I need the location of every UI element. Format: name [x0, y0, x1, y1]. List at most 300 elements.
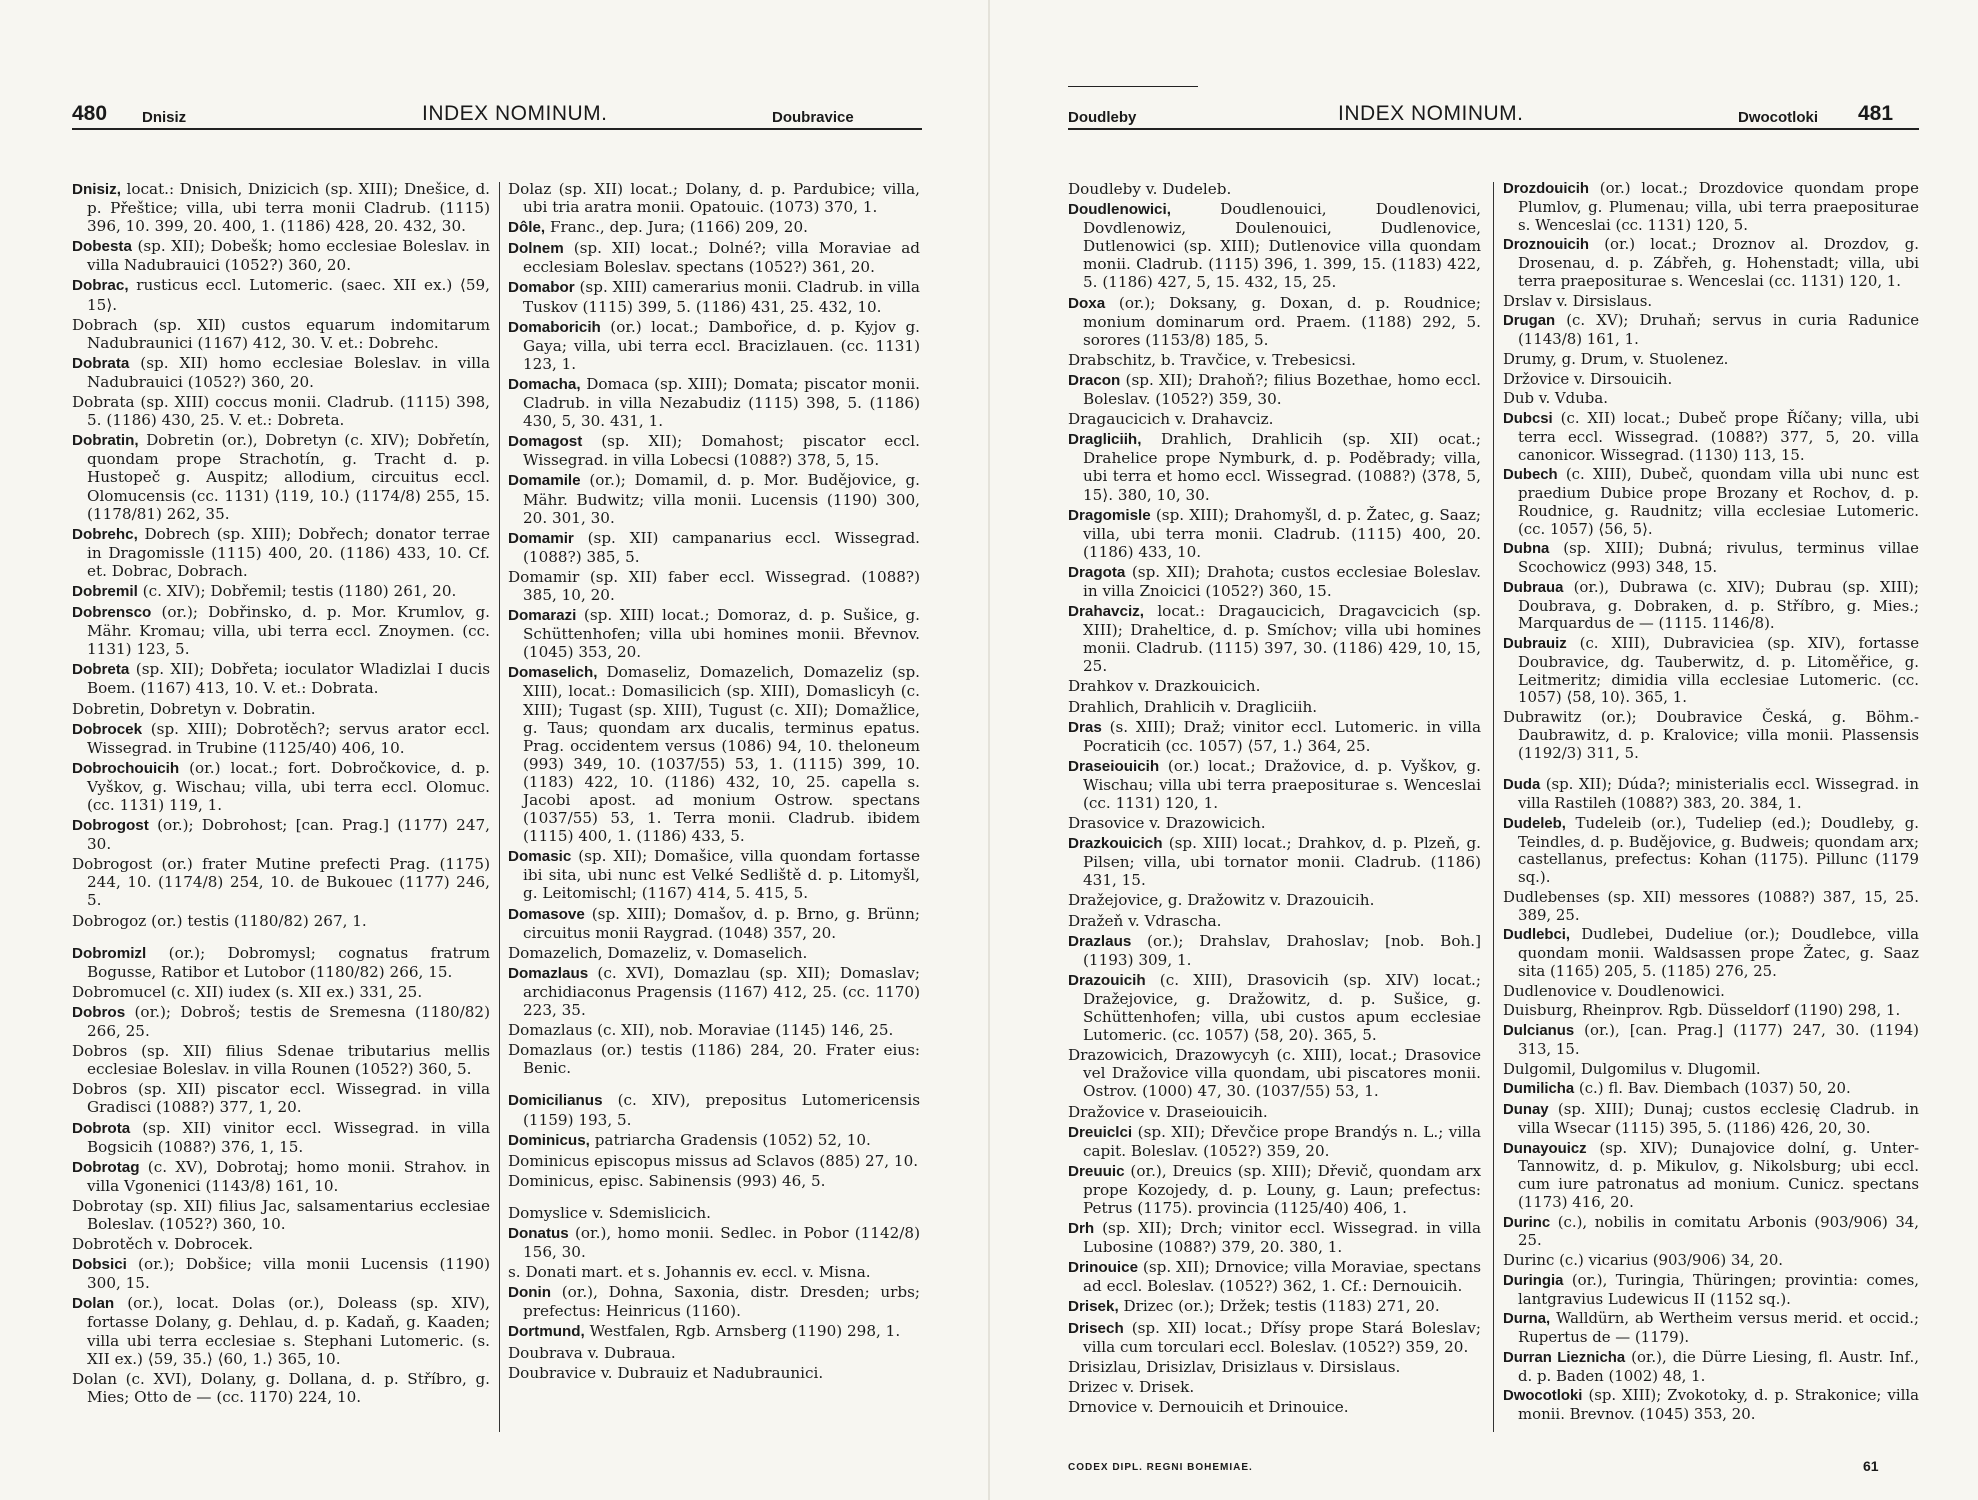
index-entry — [1503, 410, 1919, 464]
entry-headword: Drozdouicih — [1503, 181, 1590, 197]
sheet-number: 61 — [1863, 1458, 1879, 1474]
index-entry — [508, 1131, 920, 1150]
index-entry — [1503, 1061, 1919, 1079]
index-entry — [508, 471, 920, 526]
entry-headword: Dobremil — [72, 582, 138, 600]
entry-text: Doudlenouici, Doudlenovici, Dovdlenowiz, Doulenouici, Dudlenovice, Dutlenowici (sp. XIII); Dutlenovice villa quondam monii. Cladrub. (1115) 396, 1. 399, 15. (1183) 422, 5. (1186) 427, 5, 15. 432, 15, 25. — [1083, 200, 1481, 292]
entry-text: (c. XIV); Dobřemil; testis (1180) 261, 20. — [142, 581, 457, 600]
right-running-head-start: Doudleby — [1068, 109, 1137, 126]
right-page-title: INDEX NOMINUM. — [1338, 102, 1524, 125]
entry-text: Domyslice v. Sdemislicich. — [508, 1203, 711, 1222]
entry-text: (or.); Dobšice; villa monii Lucensis (1190) 300, 15. — [87, 1255, 491, 1293]
index-entry — [72, 912, 490, 930]
entry-text: (sp. XII) locat.; Dřísy prope Stará Boleslav; villa cum torculari eccl. Boleslav. (1052?) 359, 20. — [1083, 1318, 1482, 1356]
index-entry — [1068, 180, 1481, 198]
entry-text: Drahlich, Drahlicih (sp. XII) ocat.; Drahelice prope Nymburk, d. p. Poděbrady; villa, ubi terra et homo eccl. Wissegrad. (1088?) ⟨378, 5, 15⟩. 380, 10, 30. — [1083, 430, 1481, 504]
entry-text: Dragaucicich v. Drahavciz. — [1068, 410, 1274, 429]
entry-headword: Drazouicih — [1068, 971, 1146, 989]
index-entry — [1503, 293, 1919, 311]
entry-headword: Draseiouicih — [1068, 757, 1160, 775]
index-entry — [72, 316, 490, 352]
entry-text: locat.: Dnisich, Dnizicich (sp. XIII); Dnešice, d. p. Přeštice; villa, ubi terra monii Cladrub. (1115) 396, 10. 399, 20. 400, 1. (1186) 428, 20. 432, 30. — [87, 180, 490, 236]
entry-text: (sp. XIII) locat.; Drahkov, d. p. Plzeň, g. Pilsen; villa, ubi tornator monii. Cladrub. (1186) 431, 15. — [1083, 834, 1481, 890]
right-header-rule — [1068, 128, 1919, 130]
index-entry — [508, 606, 920, 661]
entry-text: (sp. XII); Dobřeta; ioculator Wladizlai I ducis Boem. (1167) 413, 10. V. et.: Dobrata. — [87, 660, 490, 698]
entry-headword: Dulcianus — [1503, 1023, 1575, 1039]
index-entry — [1503, 1002, 1919, 1020]
index-entry — [508, 1224, 920, 1261]
entry-text: Dobromucel (c. XII) iudex (s. XII ex.) 331, 25. — [72, 982, 423, 1001]
entry-headword: Drazlaus — [1068, 932, 1132, 950]
entry-text: Dulgomil, Dulgomilus v. Dlugomil. — [1503, 1059, 1761, 1078]
entry-headword: Donatus — [508, 1224, 569, 1242]
entry-text: Dobretin (or.), Dobretyn (c. XIV); Dobřetín, quondam prope Strachotín, g. Tracht d. p. Hustopeč g. Auspitz; allodium, circuitus eccl. Olomucensis (cc. 1131) ⟨119, 10.⟩ (1174/8) 255, 15. (1178/81) 262, 35. — [87, 431, 491, 523]
entry-headword: Dolnem — [508, 240, 564, 258]
right-page-header — [1068, 96, 1919, 126]
index-entry — [1503, 351, 1919, 369]
right-running-head-end: Dwocotloki — [1738, 109, 1819, 126]
entry-text: (or.); Drahslav, Drahoslav; [nob. Boh.] (1193) 309, 1. — [1083, 931, 1481, 969]
index-entry — [508, 1021, 920, 1039]
entry-headword: Drisech — [1068, 1319, 1124, 1337]
entry-headword: Dominicus, — [508, 1131, 590, 1149]
entry-text: (or.), Dubrawa (c. XIV); Dubrau (sp. XIII); Doubrava, g. Dobraken, d. p. Stříbro, g. Mies.; Marquardus de — (1115. 1146/8). — [1518, 577, 1920, 633]
entry-headword: Dobreta — [72, 661, 130, 679]
entry-headword: Dobrocek — [72, 720, 143, 738]
index-entry — [1503, 1101, 1919, 1138]
index-entry — [1503, 709, 1919, 762]
index-entry — [1503, 1214, 1919, 1251]
entry-headword: Duda — [1503, 777, 1541, 794]
entry-headword: Dobrotag — [72, 1158, 140, 1176]
index-entry — [508, 1322, 920, 1341]
entry-headword: Drugan — [1503, 313, 1556, 330]
index-entry — [1068, 1162, 1481, 1217]
entry-headword: Dreuuic — [1068, 1162, 1125, 1180]
index-entry — [508, 1152, 920, 1170]
index-entry — [72, 1294, 490, 1367]
index-entry — [72, 276, 490, 313]
entry-text: (sp. XIII); Domašov, d. p. Brno, g. Brünn; circuitus monii Raygrad. (1048) 357, 20. — [523, 904, 920, 942]
index-entry — [72, 944, 490, 981]
entry-headword: Dwocotloki — [1503, 1388, 1583, 1405]
entry-headword: Domamir — [508, 529, 574, 547]
entry-text: (or.), homo monii. Sedlec. in Pobor (1142/8) 156, 30. — [523, 1223, 920, 1262]
entry-text: (c. XIII), Drasovicih (sp. XIV) locat.; Dražejovice, g. Dražowitz, d. p. Sušice, g. Schüttenhofen; villa, ubi custos apum ecclesiae Lutomeric. (cc. 1057) ⟨58, 20⟩. 365, 5. — [1083, 970, 1481, 1045]
index-entry — [1068, 1297, 1481, 1316]
index-entry — [72, 1370, 490, 1406]
entry-text: (sp. XIII); Dubná; rivulus, terminus villae Scochowicz (993) 348, 15. — [1518, 539, 1919, 576]
index-entry — [1068, 718, 1481, 755]
entry-text: Drasovice v. Drazowicich. — [1068, 814, 1266, 833]
entry-text: patriarcha Gradensis (1052) 52, 10. — [594, 1130, 871, 1149]
index-entry — [72, 525, 490, 580]
entry-text: (or.); Dobromysl; cognatus fratrum Bogusse, Ratibor et Lutobor (1180/82) 266, 15. — [87, 943, 491, 981]
index-entry — [508, 278, 920, 315]
entry-headword: Domasic — [508, 848, 572, 866]
index-entry — [1068, 1378, 1481, 1396]
index-entry — [72, 700, 490, 718]
entry-text: (or.); Dobroš; testis de Sremesna (1180/82) 266, 25. — [87, 1002, 491, 1041]
index-entry — [72, 603, 490, 658]
index-entry — [508, 239, 920, 276]
index-entry — [1503, 776, 1919, 813]
entry-text: Drslav v. Dirsislaus. — [1503, 291, 1653, 310]
index-entry — [1068, 891, 1481, 909]
index-entry — [72, 431, 490, 522]
index-entry — [1503, 1272, 1919, 1309]
index-entry — [72, 720, 490, 757]
index-entry — [72, 816, 490, 853]
entry-text: rusticus eccl. Lutomeric. (saec. XII ex.) ⟨59, 15⟩. — [87, 276, 491, 314]
entry-headword: Duringia — [1503, 1272, 1564, 1289]
entry-headword: Dobros — [72, 1003, 126, 1021]
entry-text: Drnovice v. Dernouicih et Drinouice. — [1068, 1397, 1349, 1416]
entry-headword: Domazlaus — [508, 964, 589, 982]
entry-text: Franc., dep. Jura; (1166) 209, 20. — [549, 218, 808, 237]
entry-headword: Dobrac, — [72, 277, 129, 295]
entry-headword: Dubcsi — [1503, 411, 1553, 427]
entry-text: (sp. XII); Drch; vinitor eccl. Wissegrad. in villa Lubosine (1088?) 379, 20. 380, 1. — [1083, 1219, 1482, 1257]
index-entry — [1503, 635, 1919, 707]
entry-text: Držovice v. Dirsouicih. — [1503, 369, 1673, 388]
entry-text: Dobros (sp. XII) piscator eccl. Wissegrad. in villa Gradisci (1088?) 377, 1, 20. — [72, 1080, 490, 1117]
entry-text: Durinc (c.) vicarius (903/906) 34, 20. — [1503, 1251, 1784, 1269]
index-entry — [72, 1119, 490, 1156]
entry-text: (sp. XIII); Zvokotoky, d. p. Strakonice; villa monii. Brevnov. (1045) 353, 20. — [1518, 1386, 1920, 1423]
index-entry — [508, 180, 920, 216]
index-entry — [1068, 834, 1481, 889]
right-column-divider — [1493, 182, 1494, 1432]
entry-headword: Drinouice — [1068, 1259, 1139, 1277]
index-entry — [508, 1263, 920, 1281]
index-entry — [72, 393, 490, 429]
entry-headword: Domacha, — [508, 375, 581, 393]
right-column-2 — [1503, 180, 1919, 1426]
entry-text: (sp. XIII); Dobrotěch?; servus arator eccl. Wissegrad. in Trubine (1125/40) 406, 10. — [87, 719, 491, 757]
index-entry — [1503, 983, 1919, 1001]
entry-text: (c.), nobilis in comitatu Arbonis (903/906) 34, 25. — [1518, 1212, 1920, 1250]
index-entry — [1068, 814, 1481, 832]
entry-text: (sp. XII) campanarius eccl. Wissegrad. (1088?) 385, 5. — [523, 528, 920, 566]
entry-headword: Dobromizl — [72, 944, 147, 962]
entry-text: (or.) locat.; Drozdovice quondam prope Plumlov, g. Plumenau; villa, ubi terra praepositurae s. Wenceslai (cc. 1131) 120, 5. — [1518, 179, 1919, 234]
entry-headword: Dragota — [1068, 563, 1126, 581]
entry-text: Drumy, g. Drum, v. Stuolenez. — [1503, 349, 1729, 368]
entry-text: (c. XIII), Dubeč, quondam villa ubi nunc est praedium Dubice prope Brozany et Rochov, d. p. Roudnice, g. Raudnitz; villa ecclesiae Lutomeric. (cc. 1057) ⟨56, 5⟩. — [1518, 465, 1920, 538]
entry-text: (c. XIII), Dubraviciea (sp. XIV), fortasse Doubravice, dg. Tauberwitz, d. p. Litoměřice, g. Leitmeritz; dimidia villa ecclesiae Lutomeric. (cc. 1057) ⟨58, 10⟩. 365, 1. — [1518, 634, 1920, 707]
index-entry — [508, 964, 920, 1019]
index-entry — [508, 318, 920, 373]
index-entry — [72, 1042, 490, 1078]
entry-headword: Dubech — [1503, 467, 1558, 484]
index-entry — [72, 237, 490, 274]
entry-text: Drizec v. Drisek. — [1068, 1377, 1195, 1396]
entry-text: (sp. XII); Dobešk; homo ecclesiae Boleslav. in villa Nadubrauici (1052?) 360, 20. — [87, 237, 490, 275]
right-page — [990, 0, 1978, 1500]
entry-headword: Durran Lieznicha — [1503, 1349, 1626, 1366]
entry-text: Domaca (sp. XIII); Domata; piscator monii. Cladrub. in villa Nezabudiz (1115) 398, 5. (1186) 430, 5, 30. 431, 1. — [523, 374, 921, 431]
index-entry — [1503, 371, 1919, 389]
entry-headword: Dnisiz, — [72, 181, 121, 198]
left-page-header — [72, 96, 922, 126]
entry-headword: Domicilianus — [508, 1092, 603, 1110]
entry-text: Domaseliz, Domazelich, Domazeliz (sp. XIII), locat.: Domasilicich (sp. XIII), Domaslicyh (c. XIII); Tugast (sp. XIII), Tugust (c. XII); Domažlice, g. Taus; quondam arx ducalis, terminus epatus. Prag. occidentem versus (1086) 94, 10. theloneum (993) 349, 10. (1037/55) 53, 1. (1115) 399, 10. (1183) 422, 10. (1186) 432, 10, 25. capella s. Jacobi apost. ad monium Ostrow. spectans (1037/55) 53, 1. Terra monii. Cladrub. ibidem (1115) 400, 1. (1186) 433, 5. — [523, 663, 920, 846]
entry-text: Dobrotěch v. Dobrocek. — [72, 1235, 254, 1254]
entry-text: (sp. XIII) camerarius monii. Cladrub. in villa Tuskov (1115) 399, 5. (1186) 431, 25. 432, 10. — [523, 278, 920, 316]
entry-text: (sp. XII); Drahoň?; filius Bozethae, homo eccl. Boleslav. (1052?) 359, 30. — [1083, 370, 1482, 409]
entry-text: (or.), [can. Prag.] (1177) 247, 30. (1194) 313, 15. — [1518, 1021, 1919, 1058]
entry-headword: Dragliciih, — [1068, 431, 1142, 449]
entry-text: Dobrata (sp. XIII) coccus monii. Cladrub. (1115) 398, 5. (1186) 430, 25. V. et.: Dobreta. — [72, 393, 490, 430]
left-header-rule — [72, 128, 922, 130]
entry-text: Dražovice v. Draseiouicih. — [1068, 1102, 1268, 1121]
index-entry — [1503, 1252, 1919, 1270]
entry-text: (or.) locat.; Dambořice, d. p. Kyjov g. Gaya; villa, ubi terra eccl. Bracizlauen. (cc. 1131) 123, 1. — [523, 317, 920, 373]
entry-headword: Dudeleb, — [1503, 815, 1566, 832]
entry-text: Dubrawitz (or.); Doubravice Česká, g. Böhm.-Daubrawitz, d. p. Kralovice; villa monii. Plassensis (1192/3) 311, 5. — [1503, 708, 1919, 762]
entry-text: Dub v. Vduba. — [1503, 389, 1608, 408]
entry-text: Tudeleib (or.), Tudeliep (ed.); Doudleby, g. Teindles, d. p. Budějovice, g. Budweis; quondam arx; castellanus, prefectus: Kohan (1175). Pillunc (1179 sq.). — [1518, 813, 1919, 886]
entry-text: (or.), Dreuics (sp. XIII); Dřevič, quondam arx prope Kozojedy, d. p. Louny, g. Laun; prefectus: Petrus (1175). provincia (1125/40) 406, 1. — [1083, 1161, 1482, 1217]
entry-headword: Domasove — [508, 905, 585, 923]
entry-headword: Durinc — [1503, 1214, 1551, 1231]
index-entry — [1503, 466, 1919, 538]
index-entry — [1068, 1123, 1481, 1160]
index-entry — [1068, 1258, 1481, 1295]
index-entry — [508, 1283, 920, 1320]
entry-text: Duisburg, Rheinprov. Rgb. Düsseldorf (1190) 298, 1. — [1503, 1001, 1901, 1020]
entry-text: (sp. XII); Drnovice; villa Moraviae, spectans ad eccl. Boleslav. (1052?) 362, 1. Cf.: Dernouicih. — [1083, 1258, 1481, 1296]
entry-headword: Drisek, — [1068, 1298, 1119, 1316]
entry-text: Domazlaus (c. XII), nob. Moraviae (1145) 146, 25. — [508, 1021, 894, 1040]
entry-text: Dobrogost (or.) frater Mutine prefecti Prag. (1175) 244, 10. (1174/8) 254, 10. de Bukouec (1177) 246, 5. — [72, 855, 490, 910]
entry-headword: Donin — [508, 1284, 552, 1302]
entry-text: (sp. XIII); Dunaj; custos ecclesię Cladrub. in villa Wsecar (1115) 395, 5. (1186) 426, 20, 30. — [1518, 1100, 1919, 1137]
index-entry — [72, 759, 490, 814]
index-entry — [1068, 430, 1481, 503]
entry-headword: Domagost — [508, 433, 583, 451]
index-entry — [508, 1204, 920, 1222]
index-entry — [1068, 677, 1481, 695]
index-entry — [1068, 971, 1481, 1044]
entry-text: Drisizlau, Drisizlav, Drisizlaus v. Dirsislaus. — [1068, 1357, 1401, 1376]
entry-text: (or.), locat. Dolas (or.), Doleass (sp. XIV), fortasse Dolany, g. Dehlau, d. p. Kadaň, g. Kaaden; villa ubi terra ecclesiae s. Stephani Lutomeric. (s. XII ex.) ⟨59, 35.⟩ ⟨60, 1.⟩ 365, 10. — [87, 1294, 490, 1368]
entry-text: (or.), Dohna, Saxonia, distr. Dresden; urbs; prefectus: Heinricus (1160). — [523, 1283, 921, 1321]
entry-text: Doubrava v. Dubraua. — [508, 1343, 676, 1362]
entry-headword: Drh — [1068, 1220, 1095, 1238]
index-entry — [1068, 1319, 1481, 1356]
entry-headword: Durna, — [1503, 1311, 1551, 1328]
index-entry — [1503, 1387, 1919, 1424]
entry-text: Dudlebenses (sp. XII) messores (1088?) 387, 15, 25. 389, 25. — [1503, 887, 1919, 924]
entry-text: (or.) locat.; fort. Dobročkovice, d. p. Vyškov, g. Wischau; villa, ubi terra eccl. Olomuc. (cc. 1131) 119, 1. — [87, 758, 490, 814]
entry-text: Domazlaus (or.) testis (1186) 284, 20. Frater eius: Benic. — [508, 1041, 920, 1078]
index-entry — [1503, 1310, 1919, 1347]
entry-text: (sp. XIII) locat.; Domoraz, d. p. Sušice, g. Schüttenhofen; villa ubi homines monii. Břevnov. (1045) 353, 20. — [523, 606, 920, 662]
index-entry — [508, 663, 920, 845]
entry-text: (sp. XII); Drahota; custos ecclesiae Boleslav. in villa Znoicici (1052?) 360, 15. — [1083, 562, 1482, 600]
index-entry — [508, 432, 920, 469]
entry-headword: Dobrata — [72, 354, 130, 372]
index-entry — [72, 855, 490, 909]
index-entry — [508, 568, 920, 604]
entry-headword: Doxa — [1068, 294, 1106, 312]
entry-headword: Dracon — [1068, 371, 1121, 389]
entry-text: (or.), die Dürre Liesing, fl. Austr. Inf., d. p. Baden (1002) 48, 1. — [1518, 1347, 1920, 1385]
index-entry — [508, 905, 920, 942]
right-top-rule — [1068, 86, 1198, 87]
entry-text: Dobretin, Dobretyn v. Dobratin. — [72, 699, 316, 718]
entry-text: (or.); Domamil, d. p. Mor. Budějovice, g. Mähr. Budwitz; villa monii. Lucensis (1190) 300, 20. 301, 30. — [523, 471, 920, 527]
index-entry — [72, 582, 490, 601]
index-entry — [1068, 371, 1481, 408]
entry-text: (or.); Doksany, g. Doxan, d. p. Roudnice; monium dominarum ord. Praem. (1188) 292, 5. sorores (1153/8) 185, 5. — [1083, 293, 1481, 349]
entry-headword: Dudlebci, — [1503, 927, 1571, 944]
index-entry — [1068, 563, 1481, 600]
index-entry — [1503, 390, 1919, 408]
entry-text: (sp. XII); Dřevčice prope Brandýs n. L.; villa capit. Boleslav. (1052?) 359, 20. — [1083, 1122, 1482, 1160]
entry-text: (sp. XIII); Drahomyšl, d. p. Žatec, g. Saaz; villa, ubi terra monii. Cladrub. (1115) 400, 20. (1186) 433, 10. — [1083, 505, 1481, 561]
entry-text: Doudleby v. Dudeleb. — [1068, 180, 1232, 198]
index-entry — [508, 218, 920, 237]
entry-headword: Dragomisle — [1068, 506, 1151, 524]
footer-signature: CODEX DIPL. REGNI BOHEMIAE. — [1068, 1462, 1253, 1473]
entry-headword: Dobrogost — [72, 817, 149, 835]
index-entry — [1503, 1080, 1919, 1099]
left-column-2 — [508, 180, 920, 1384]
index-entry — [1068, 602, 1481, 675]
entry-text: (s. XIII); Draž; vinitor eccl. Lutomeric. in villa Pocraticih (cc. 1057) ⟨57, 1.⟩ 364, 25. — [1083, 717, 1482, 755]
entry-text: (sp. XIV); Dunajovice dolní, g. Unter-Tannowitz, d. p. Mikulov, g. Nikolsburg; ubi eccl. cum iure patronatus ad monium. Cunicz. spectans (1173) 416, 20. — [1518, 1138, 1920, 1211]
entry-headword: Doudlenowici, — [1068, 201, 1171, 219]
entry-headword: Dobsici — [72, 1256, 127, 1274]
right-column-1 — [1068, 180, 1481, 1418]
entry-headword: Domarazi — [508, 607, 577, 625]
index-entry — [72, 1235, 490, 1253]
index-entry — [1503, 815, 1919, 887]
index-entry — [508, 1172, 920, 1190]
index-entry — [72, 354, 490, 391]
entry-text: (c. XIV), prepositus Lutomericensis (1159) 193, 5. — [523, 1091, 921, 1129]
entry-headword: Dolan — [72, 1295, 115, 1313]
entry-text: Dominicus episcopus missus ad Sclavos (885) 27, 10. — [508, 1151, 919, 1170]
index-entry — [1068, 410, 1481, 428]
entry-text: (c. XV); Druhaň; servus in curia Radunice (1143/8) 161, 1. — [1518, 311, 1920, 348]
entry-headword: Domabor — [508, 279, 575, 297]
entry-text: (or.); Dobřinsko, d. p. Mor. Krumlov, g. Mähr. Kromau; villa, ubi terra eccl. Znoymen. (cc. 1131) 123, 5. — [87, 603, 490, 659]
entry-text: (sp. XII); Domahost; piscator eccl. Wissegrad. in villa Lobecsi (1088?) 378, 5, 15. — [523, 432, 920, 470]
entry-text: (sp. XII) homo ecclesiae Boleslav. in villa Nadubrauici (1052?) 360, 20. — [87, 353, 490, 391]
entry-text: Dobrach (sp. XII) custos equarum indomitarum Nadubraunici (1167) 412, 30. V. et.: Dobrehc. — [72, 315, 490, 352]
entry-headword: Dôle, — [508, 219, 546, 237]
entry-text: (or.); Dobrohost; [can. Prag.] (1177) 247, 30. — [87, 816, 490, 854]
index-entry — [508, 944, 920, 962]
index-entry — [72, 180, 490, 235]
entry-headword: Dumilicha — [1503, 1081, 1575, 1098]
entry-headword: Dobesta — [72, 238, 132, 256]
entry-text: Walldürn, ab Wertheim versus merid. et occid.; Rupertus de — (1179). — [1518, 1309, 1920, 1346]
entry-text: Dobrech (sp. XIII); Dobřech; donator terrae in Dragomissle (1115) 400, 20. (1186) 433, 10. Cf. et. Dobrac, Dobrach. — [87, 524, 490, 580]
entry-headword: Domaboricih — [508, 318, 601, 336]
index-entry — [72, 1003, 490, 1040]
entry-headword: Droznouicih — [1503, 237, 1590, 254]
index-entry — [72, 660, 490, 697]
entry-text: (c. XVI), Domazlau (sp. XII); Domaslav; archidiaconus Pragensis (1167) 412, 25. (cc. 1170) 223, 35. — [523, 963, 921, 1020]
entry-text: (c.) fl. Bav. Diembach (1037) 50, 20. — [1578, 1079, 1851, 1098]
index-entry — [72, 1197, 490, 1233]
left-page-title: INDEX NOMINUM. — [422, 102, 608, 125]
entry-headword: Dobrochouicih — [72, 759, 180, 777]
index-entry — [508, 1364, 920, 1382]
index-entry — [1503, 180, 1919, 234]
entry-headword: Dortmund, — [508, 1323, 585, 1341]
index-entry — [1068, 200, 1481, 291]
entry-headword: Dobratin, — [72, 432, 139, 450]
index-entry — [72, 1158, 490, 1195]
entry-text: (or.), Turingia, Thüringen; provintia: comes, lantgravius Ludewicus II (1152 sq.). — [1518, 1270, 1920, 1308]
index-entry — [1503, 1349, 1919, 1386]
left-running-head-start: Dnisiz — [142, 109, 187, 126]
index-entry — [1068, 1219, 1481, 1256]
index-entry — [1503, 926, 1919, 980]
entry-text: Domamir (sp. XII) faber eccl. Wissegrad. (1088?) 385, 10, 20. — [508, 567, 920, 604]
entry-headword: Dobrensco — [72, 604, 152, 622]
index-entry — [1068, 1103, 1481, 1121]
entry-text: Dominicus, episc. Sabinensis (993) 46, 5. — [508, 1171, 826, 1190]
entry-text: Dudlebei, Dudeliue (or.); Doudlebce, villa quondam monii. Waldsassen prope Žatec, g. Saaz sita (1165) 205, 5. (1185) 276, 25. — [1518, 925, 1920, 980]
entry-text: Dolaz (sp. XII) locat.; Dolany, d. p. Pardubice; villa, ubi tria aratra monii. Opatouic. (1073) 370, 1. — [508, 180, 920, 217]
left-column-1 — [72, 180, 490, 1408]
entry-text: Drizec (or.); Držek; testis (1183) 271, 20. — [1123, 1297, 1440, 1316]
index-entry — [1068, 294, 1481, 349]
index-entry — [1503, 540, 1919, 577]
entry-headword: Dras — [1068, 718, 1102, 736]
left-column-divider — [499, 182, 500, 1432]
index-entry — [1068, 912, 1481, 930]
entry-headword: Dobrehc, — [72, 525, 138, 543]
entry-text: (c. XV), Dobrotaj; homo monii. Strahov. in villa Vgonenici (1143/8) 161, 10. — [87, 1157, 490, 1195]
index-entry — [1068, 1046, 1481, 1100]
entry-text: Dražeň v. Vdrascha. — [1068, 911, 1222, 930]
index-entry — [1068, 1358, 1481, 1376]
index-entry — [1503, 236, 1919, 290]
entry-headword: Dunay — [1503, 1102, 1549, 1118]
entry-headword: Dubna — [1503, 541, 1550, 558]
index-entry — [1503, 1140, 1919, 1212]
index-entry — [1068, 932, 1481, 969]
entry-text: s. Donati mart. et s. Johannis ev. eccl. v. Misna. — [508, 1263, 871, 1282]
index-entry — [508, 1091, 920, 1128]
entry-text: Dražejovice, g. Dražowitz v. Drazouicih. — [1068, 891, 1375, 910]
index-entry — [1068, 698, 1481, 716]
entry-text: Doubravice v. Dubrauiz et Nadubraunici. — [508, 1363, 824, 1382]
entry-text: (sp. XII) locat.; Dolné?; villa Moraviae ad ecclesiam Boleslav. spectans (1052?) 361, 20. — [523, 239, 920, 277]
entry-headword: Domamile — [508, 472, 581, 490]
index-entry — [72, 983, 490, 1001]
index-entry — [72, 1255, 490, 1292]
index-entry — [508, 375, 920, 430]
index-entry — [1503, 889, 1919, 925]
entry-text: (sp. XII); Domašice, villa quondam fortasse ibi sita, ubi nunc est Velké Sedliště d. p. Litomyšl, g. Leitomischl; (1167) 414, 5. 415, 5. — [523, 847, 920, 903]
entry-text: Dolan (c. XVI), Dolany, g. Dollana, d. p. Stříbro, g. Mies; Otto de — (cc. 1170) 224, 10. — [72, 1369, 490, 1406]
entry-text: Drahkov v. Drazkouicich. — [1068, 677, 1261, 696]
left-running-head-end: Doubravice — [772, 109, 854, 126]
entry-text: (or.) locat.; Droznov al. Drozdov, g. Drosenau, d. p. Zábřeh, g. Hohenstadt; villa, ubi terra praepositurae s. Wenceslai (cc. 1131) 120, 1. — [1518, 235, 1920, 290]
entry-text: Dobrogoz (or.) testis (1180/82) 267, 1. — [72, 911, 367, 930]
index-entry — [1503, 579, 1919, 633]
